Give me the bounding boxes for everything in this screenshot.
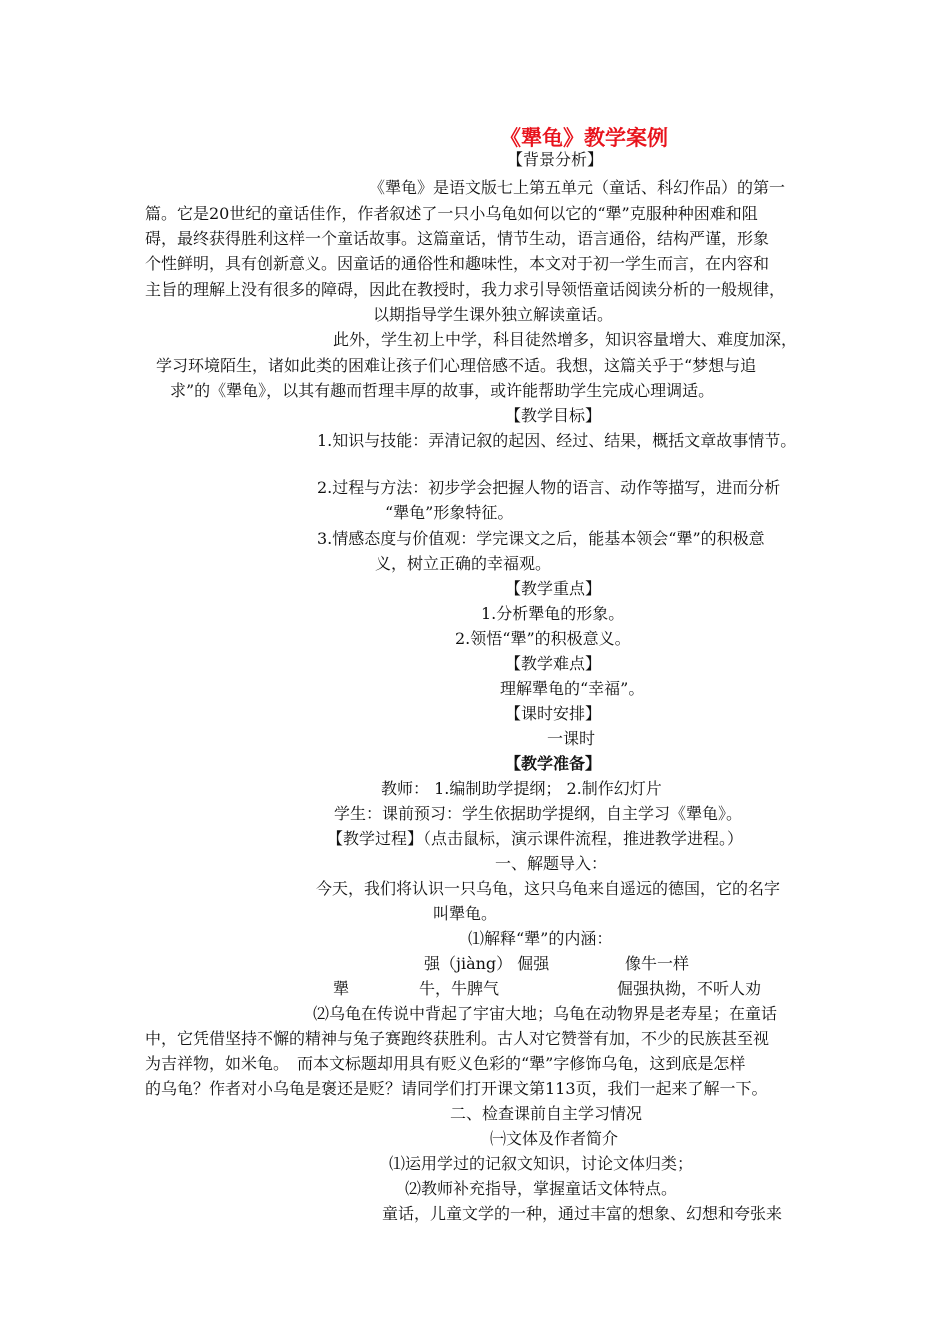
background-line: 个性鲜明，具有创新意义。因童话的通俗性和趣味性，本文对于初一学生而言，在内容和 xyxy=(145,254,770,273)
process-paragraph: ⑵乌龟在传说中背起了宇宙大地；乌龟在动物界是老寿星；在童话 xyxy=(313,1004,778,1023)
process-heading-row xyxy=(327,828,743,850)
process-item: ⑴运用学过的记叙文知识，讨论文体归类； xyxy=(389,1154,694,1173)
meaning-cell: 像牛一样 xyxy=(625,954,690,973)
schedule-text: 一课时 xyxy=(547,729,596,748)
meaning-cell: 牛，牛脾气 xyxy=(419,979,500,998)
section-process: 【教学过程】 xyxy=(327,829,424,848)
process-note: （点击鼠标，演示课件流程，推进教学进程。） xyxy=(423,829,744,848)
background-line: 碍，最终获得胜利这样一个童话故事。这篇童话，情节生动，语言通俗，结构严谨，形象 xyxy=(145,229,770,248)
page-title: 《犟龟》教学案例 xyxy=(500,126,668,150)
process-step-2-title: 二、检查课前自主学习情况 xyxy=(450,1104,643,1123)
section-schedule: 【课时安排】 xyxy=(505,704,602,723)
background-line: 求”的《犟龟》，以其有趣而哲理丰厚的故事，或许能帮助学生完成心理调适。 xyxy=(170,381,715,400)
goal-3-cont: 义，树立正确的幸福观。 xyxy=(375,554,552,573)
goal-2: 2.过程与方法：初步学会把握人物的语言、动作等描写，进而分析 xyxy=(317,478,781,497)
process-step-1-title: 一、解题导入： xyxy=(495,854,608,873)
process-paragraph: 为吉祥物，如米龟。 而本文标题却用具有贬义色彩的“犟”字修饰乌龟，这到底是怎样 xyxy=(145,1054,746,1073)
prep-student: 学生：课前预习：学生依据助学提纲，自主学习《犟龟》。 xyxy=(334,804,743,823)
process-item: ⑵教师补充指导，掌握童话文体特点。 xyxy=(405,1179,678,1198)
background-line: 《犟龟》是语文版七上第五单元（童话、科幻作品）的第一 xyxy=(369,178,786,197)
background-line: 学习环境陌生，诸如此类的困难让孩子们心理倍感不适。我想，这篇关乎于“梦想与追 xyxy=(156,356,757,375)
focus-item: 2.领悟“犟”的积极意义。 xyxy=(455,629,631,648)
section-prep: 【教学准备】 xyxy=(505,754,602,773)
meaning-cell: 强（jiàng） 倔强 xyxy=(424,954,550,973)
process-paragraph: 童话，儿童文学的一种，通过丰富的想象、幻想和夸张来 xyxy=(382,1204,783,1223)
process-paragraph: 的乌龟？作者对小乌龟是褒还是贬？请同学们打开课文第113页，我们一起来了解一下。 xyxy=(145,1079,768,1098)
section-goals: 【教学目标】 xyxy=(505,406,602,425)
process-subheading: ㈠文体及作者简介 xyxy=(490,1129,619,1148)
process-paragraph: 叫犟龟。 xyxy=(433,904,498,923)
prep-teacher: 教师： 1.编制助学提纲； 2.制作幻灯片 xyxy=(381,779,662,798)
process-paragraph: 中，它凭借坚持不懈的精神与兔子赛跑终获胜利。古人对它赞誉有加，不少的民族甚至视 xyxy=(145,1029,770,1048)
goal-2-cont: “犟龟”形象特征。 xyxy=(385,503,514,522)
section-focus: 【教学重点】 xyxy=(505,579,602,598)
goal-1: 1.知识与技能：弄清记叙的起因、经过、结果，概括文章故事情节。 xyxy=(317,431,797,450)
focus-item: 1.分析犟龟的形象。 xyxy=(481,604,625,623)
process-item: ⑴解释“犟”的内涵： xyxy=(468,929,613,948)
goal-3: 3.情感态度与价值观：学完课文之后，能基本领会“犟”的积极意 xyxy=(317,529,765,548)
section-difficulty: 【教学难点】 xyxy=(505,654,602,673)
background-line: 此外，学生初上中学，科目徒然增多，知识容量增大、难度加深， xyxy=(333,330,798,349)
process-paragraph: 今天，我们将认识一只乌龟，这只乌龟来自遥远的德国，它的名字 xyxy=(316,879,781,898)
background-line: 篇。它是20世纪的童话佳作，作者叙述了一只小乌龟如何以它的“犟”克服种种困难和阻 xyxy=(145,204,758,223)
section-background: 【背景分析】 xyxy=(507,150,604,169)
background-line: 以期指导学生课外独立解读童话。 xyxy=(373,305,614,324)
meaning-cell: 倔强执拗，不听人劝 xyxy=(617,979,762,998)
meaning-cell: 犟 xyxy=(333,979,350,998)
difficulty-text: 理解犟龟的“幸福”。 xyxy=(500,679,645,698)
background-line: 主旨的理解上没有很多的障碍，因此在教授时，我力求引导领悟童话阅读分析的一般规律， xyxy=(145,280,786,299)
